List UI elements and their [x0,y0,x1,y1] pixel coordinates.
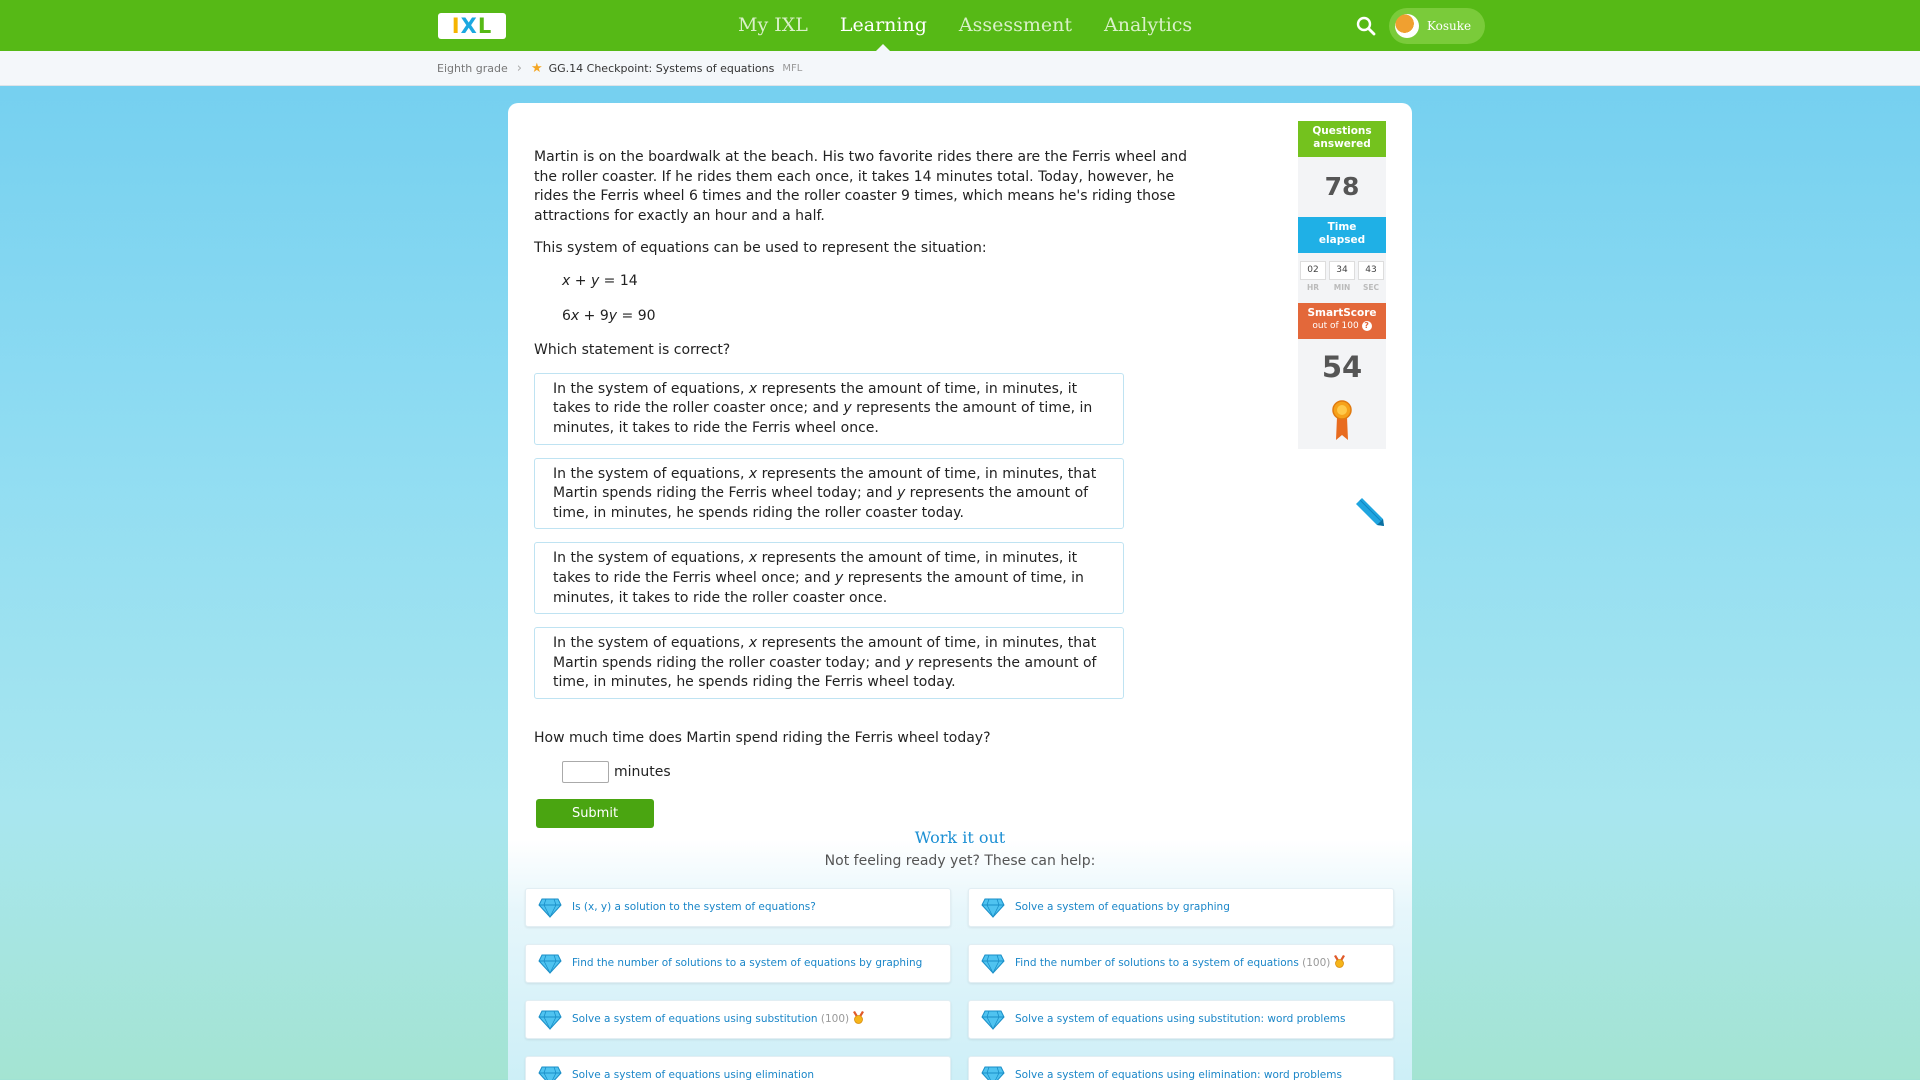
diamond-icon [538,898,562,918]
ixl-logo[interactable] [438,13,506,39]
user-name: Kosuke [1427,19,1472,33]
timer-seconds: 43 SEC [1358,261,1384,303]
timer-hours: 02 HR [1300,261,1326,303]
diamond-icon [981,954,1005,974]
smartscore-box [1298,339,1386,449]
search-icon[interactable] [1354,14,1378,38]
skill-link[interactable] [968,944,1394,983]
skill-label: Find the number of solutions to a system of equations by graphing [572,957,923,969]
skill-link[interactable] [968,1000,1394,1039]
star-icon: ★ [530,61,543,76]
diamond-icon [981,1010,1005,1030]
submit-button[interactable]: Submit [536,799,654,828]
skill-link[interactable] [525,1000,951,1039]
question-intro: Martin is on the boardwalk at the beach. His two favorite rides there are the Ferris wheel and the roller coaster. If he rides them each once, it takes 14 minutes total. Today, however, he rides the Ferris wheel 6 times and the roller coaster 9 times, which means he's riding those attractions for exactly an hour and a half. [534,149,1188,224]
avatar [1395,14,1419,38]
skill-label: Solve a system of equations using elimination: word problems [1015,1069,1342,1080]
chevron-right-icon: › [516,61,522,76]
timer [1298,253,1386,303]
questions-answered-header: Questions answered [1298,121,1386,157]
skill-label: Solve a system of equations using elimination [572,1069,815,1080]
equation-1: x + y = 14 [562,272,638,289]
question-area [534,148,1194,828]
second-question-prompt: How much time does Martin spend riding the Ferris wheel today? [534,729,991,746]
breadcrumb [437,51,802,86]
skill-score: (100) [820,1013,850,1025]
smartscore-header[interactable]: SmartScore out of 100 ? [1298,303,1386,339]
skill-label: Find the number of solutions to a system of equations (100) [1015,945,1345,982]
skill-label: Is (x, y) a solution to the system of equations? [572,901,816,913]
system-intro: This system of equations can be used to represent the situation: [534,240,987,257]
nav-learning[interactable]: Learning [824,0,943,51]
questions-answered-count: 78 [1298,157,1386,217]
diamond-icon [538,954,562,974]
medal-icon [853,1011,864,1024]
smartscore-value: 54 [1321,350,1363,384]
breadcrumb-skill: GG.14 Checkpoint: Systems of equations [548,62,775,75]
breadcrumb-grade[interactable]: Eighth grade [437,62,508,75]
skill-link[interactable] [968,1056,1394,1080]
skill-link[interactable] [525,1056,951,1080]
logo-letter-i: I [451,14,461,38]
logo-letter-x: X [460,14,478,38]
answer-options [534,373,1194,699]
timer-minutes: 34 MIN [1329,261,1355,303]
answer-unit: minutes [614,763,671,780]
equation-2: 6x + 9y = 90 [562,307,656,324]
ribbon-icon [1331,399,1353,441]
diamond-icon [981,1066,1005,1080]
skill-label: Solve a system of equations by graphing [1015,901,1230,913]
diamond-icon [981,898,1005,918]
nav-assessment[interactable]: Assessment [958,14,1072,36]
medal-icon [1334,955,1345,968]
skill-score: (100) [1302,957,1331,969]
skill-link[interactable] [525,944,951,983]
diamond-icon [538,1066,562,1080]
time-elapsed-header: Time elapsed [1298,217,1386,253]
nav-my-ixl[interactable]: My IXL [738,14,808,36]
skill-label: Solve a system of equations using substitution: word problems [1015,1013,1346,1025]
work-it-out-title: Work it out [914,828,1006,847]
answer-option-2[interactable]: In the system of equations, x represents the amount of time, in minutes, that Martin spends riding the Ferris wheel today; and y represents the amount of time, in minutes, he spends riding the roller coaster today. [534,458,1124,530]
scratchpad-pencil-icon[interactable] [1352,494,1386,528]
answer-option-3[interactable]: In the system of equations, x represents the amount of time, in minutes, it takes to ride the Ferris wheel once; and y represents the amount of time, in minutes, it takes to ride the roller coaster once. [534,542,1124,614]
answer-row [562,761,1194,783]
score-panel [1298,121,1386,449]
answer-option-1[interactable]: In the system of equations, x represents the amount of time, in minutes, it takes to ride the roller coaster once; and y represents the amount of time, in minutes, it takes to ride the Ferris wheel once. [534,373,1124,445]
logo-letter-l: L [477,14,493,38]
minutes-input[interactable] [562,761,609,783]
skill-link[interactable] [968,888,1394,927]
top-nav-bar [0,0,1920,51]
work-it-out-subtitle: Not feeling ready yet? These can help: [824,853,1096,869]
diamond-icon [538,1010,562,1030]
skill-tag: MFL [782,63,803,74]
nav-analytics[interactable]: Analytics [1103,14,1193,36]
help-icon[interactable]: ? [1362,321,1372,331]
question-prompt: Which statement is correct? [534,342,731,359]
user-menu-button[interactable] [1389,8,1485,44]
skill-label: Solve a system of equations using substitution (100) [572,1001,864,1038]
breadcrumb-bar [0,51,1920,86]
answer-option-4[interactable]: In the system of equations, x represents the amount of time, in minutes, that Martin spends riding the roller coaster today; and y represents the amount of time, in minutes, he spends riding the Ferris wheel today. [534,627,1124,699]
main-nav [722,0,1208,51]
skill-link[interactable] [525,888,951,927]
